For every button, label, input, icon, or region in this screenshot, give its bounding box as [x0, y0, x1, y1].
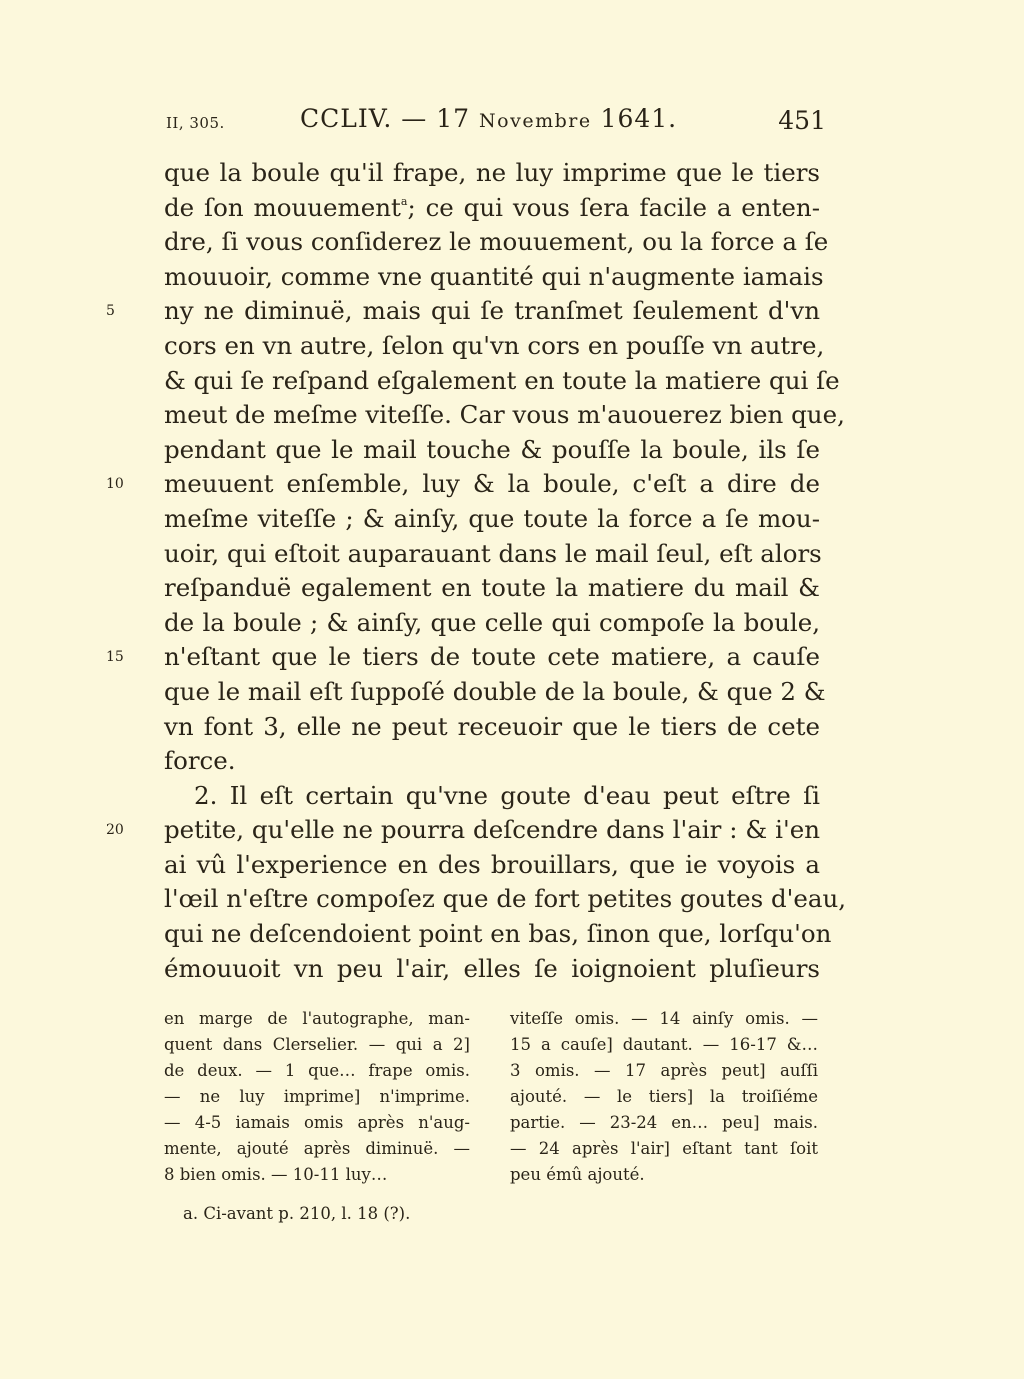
- line-text: force.: [164, 746, 236, 776]
- line-text: qui ne deſcendoient point en bas, ſinon que, lorſqu'on: [164, 919, 832, 949]
- note-line: peu émû ajouté.: [510, 1165, 645, 1184]
- note-line: viteſſe omis. — 14 ainſy omis. —: [510, 1009, 818, 1028]
- line-text: ny ne diminuë, mais qui ſe tranſmet ſeulement d'vn: [164, 296, 820, 326]
- line-text: de la boule ; & ainſy, que celle qui compoſe la boule,: [164, 607, 820, 637]
- line-text: n'eſtant que le tiers de toute cete matiere, a cauſe: [164, 642, 820, 672]
- footnote-marker: a: [400, 194, 408, 208]
- text-line: [164, 156, 820, 191]
- note-line: en marge de l'autographe, man-: [164, 1009, 470, 1028]
- text-line: [164, 260, 824, 295]
- line-number: 15: [106, 649, 124, 666]
- line-text: reſpanduë egalement en toute la matiere du mail &: [164, 573, 820, 603]
- line-text: uoir, qui eſtoit auparauant dans le mail ſeul, eſt alors: [164, 538, 822, 568]
- line-text: meuuent enſemble, luy & la boule, c'eſt a dire de: [164, 469, 820, 499]
- line-text: mouuoir, comme vne quantité qui n'augmente iamais: [164, 261, 824, 291]
- text-line: [164, 917, 832, 952]
- text-line: [164, 882, 847, 917]
- text-line: [164, 779, 820, 814]
- text-line: [164, 225, 829, 260]
- critical-notes-right: [510, 1006, 818, 1188]
- line-text: cors en vn autre, ſelon qu'vn cors en pouſſe vn autre,: [164, 330, 825, 360]
- footnote: a. Ci-avant p. 210, l. 18 (?).: [183, 1204, 411, 1223]
- title-month: Novembre: [479, 110, 592, 132]
- line-text: dre, ſi vous conſiderez le mouuement, ou la force a ſe: [164, 227, 829, 257]
- text-line: [164, 433, 820, 468]
- line-text: que la boule qu'il frape, ne luy imprime que le tiers: [164, 158, 820, 187]
- text-line: [106, 813, 820, 848]
- text-line: [164, 537, 820, 572]
- text-line: [164, 952, 820, 987]
- text-line: [164, 502, 820, 537]
- line-text: meut de meſme viteſſe. Car vous m'auouerez bien que,: [164, 400, 845, 430]
- note-line: de deux. — 1 que… frape omis.: [164, 1061, 470, 1080]
- main-text: [106, 156, 847, 986]
- line-text: que le mail eſt ſuppoſé double de la boule, & que 2 &: [164, 676, 826, 706]
- line-text: pendant que le mail touche & pouſſe la boule, ils ſe: [164, 434, 820, 464]
- line-text: ai vû l'experience en des brouillars, que ie voyois a: [164, 849, 820, 879]
- line-number: 5: [106, 303, 115, 320]
- note-line: mente, ajouté après diminuë. —: [164, 1139, 470, 1158]
- text-line: [164, 710, 820, 745]
- line-text: vn font 3, elle ne peut receuoir que le tiers de cete: [164, 711, 820, 741]
- critical-notes-left: [164, 1006, 470, 1188]
- text-line: [164, 364, 840, 399]
- line-text: & qui ſe reſpand eſgalement en toute la matiere qui ſe: [164, 365, 840, 395]
- page-title: [300, 104, 677, 133]
- line-text: meſme viteſſe ; & ainſy, que toute la force a ſe mou-: [164, 503, 820, 533]
- title-year: 1641.: [591, 104, 678, 133]
- line-text: émouuoit vn peu l'air, elles ſe ioignoient pluſieurs: [164, 953, 820, 983]
- page-number: 451: [778, 106, 826, 135]
- text-line: [164, 398, 845, 433]
- text-line: [164, 744, 820, 779]
- line-number: 20: [106, 822, 124, 839]
- text-line: [164, 675, 826, 710]
- title-roman: CCLIV. — 17: [300, 104, 480, 133]
- text-line: [106, 294, 820, 329]
- note-line: partie. — 23-24 en… peu] mais.: [510, 1113, 818, 1132]
- line-text-continued: ; ce qui vous ſera facile a enten-: [407, 192, 820, 222]
- text-line: [164, 848, 820, 883]
- volume-reference: II, 305.: [166, 114, 225, 132]
- line-number: 10: [106, 476, 124, 493]
- note-line: ajouté. — le tiers] la troiſiéme: [510, 1087, 818, 1106]
- text-line: [164, 571, 820, 606]
- line-text: l'œil n'eſtre compoſez que de fort petites goutes d'eau,: [164, 884, 847, 914]
- note-line: 3 omis. — 17 après peut] auſſi: [510, 1061, 818, 1080]
- text-line: [164, 329, 825, 364]
- text-line: [164, 191, 820, 226]
- line-text: 2. Il eſt certain qu'vne goute d'eau peut eſtre ſi: [194, 780, 820, 810]
- text-line: [164, 606, 820, 641]
- note-line: — ne luy imprime] n'imprime.: [164, 1087, 470, 1106]
- line-text: petite, qu'elle ne pourra deſcendre dans l'air : & i'en: [164, 815, 820, 845]
- text-line: [106, 467, 820, 502]
- note-line: 15 a cauſe] dautant. — 16-17 &…: [510, 1035, 818, 1054]
- line-text: de ſon mouuement: [164, 192, 401, 222]
- note-line: — 4-5 iamais omis après n'aug-: [164, 1113, 470, 1132]
- note-line: 8 bien omis. — 10-11 luy…: [164, 1165, 388, 1184]
- note-line: — 24 après l'air] eſtant tant ſoit: [510, 1139, 818, 1158]
- note-line: quent dans Clerselier. — qui a 2]: [164, 1035, 470, 1054]
- text-line: [106, 640, 820, 675]
